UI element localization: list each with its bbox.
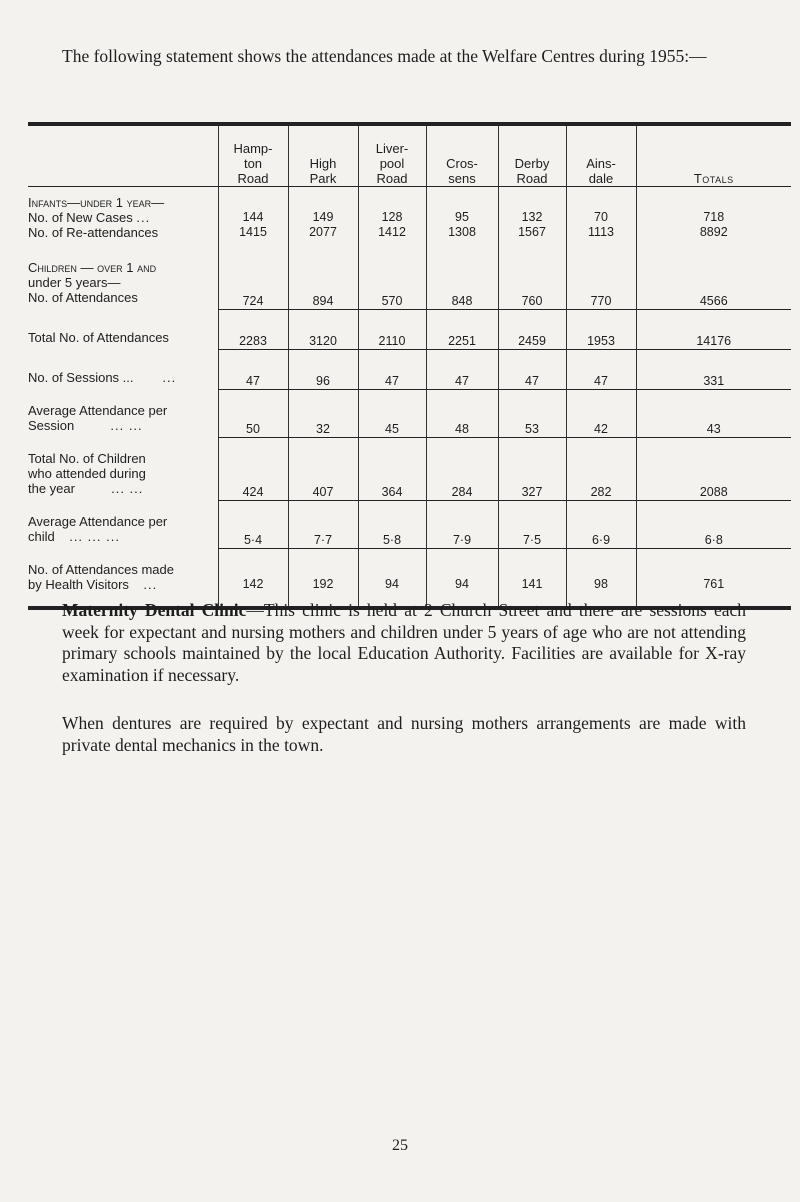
cell: 1567: [498, 225, 566, 240]
cell: 95: [426, 187, 498, 226]
row-label-attendances: Children — over 1 and under 5 years— No. of Attendances: [28, 260, 157, 305]
cell: 1308: [426, 225, 498, 240]
cell: 5·4: [218, 500, 288, 548]
table-row: [28, 389, 791, 437]
cell: 192: [288, 548, 358, 606]
cell: 2459: [498, 309, 566, 349]
cell: 894: [288, 240, 358, 309]
row-label-total-attendances: Total No. of Attendances: [28, 330, 169, 345]
cell: 331: [636, 349, 791, 389]
col-header-liverpool-road: Liver- pool Road: [358, 126, 426, 187]
cell: 94: [426, 548, 498, 606]
cell: 364: [358, 437, 426, 500]
table-row: [28, 548, 791, 606]
cell: 7·9: [426, 500, 498, 548]
col-header-hampton-road: Hamp- ton Road: [218, 126, 288, 187]
col-header-derby-road: Derby Road: [498, 126, 566, 187]
cell: 144: [218, 187, 288, 226]
page-number: 25: [392, 1137, 408, 1154]
cell: 141: [498, 548, 566, 606]
header-blank: [28, 126, 218, 187]
cell: 8892: [636, 225, 791, 240]
maternity-dental-paragraph: [62, 600, 746, 686]
row-label-average-per-session: Average Attendance per Session ... ...: [28, 403, 168, 433]
cell: 718: [636, 187, 791, 226]
table-row: [28, 309, 791, 349]
cell: 282: [566, 437, 636, 500]
cell: 5·8: [358, 500, 426, 548]
cell: 327: [498, 437, 566, 500]
table-row: [28, 500, 791, 548]
cell: 2077: [288, 225, 358, 240]
intro-paragraph: The following statement shows the attendances made at the Welfare Centres during 1955:—: [62, 46, 707, 66]
cell: 407: [288, 437, 358, 500]
cell: 50: [218, 389, 288, 437]
cell: 47: [566, 349, 636, 389]
cell: 47: [498, 349, 566, 389]
cell: 47: [218, 349, 288, 389]
cell: 3120: [288, 309, 358, 349]
cell: 94: [358, 548, 426, 606]
row-label-new-cases: Infants—under 1 year— No. of New Cases ...: [28, 195, 165, 225]
maternity-dental-text: —This clinic is held at 2 Church Street and there are sessions each week for expectant and nursing mothers and children under 5 years of age who are not attending primary schools maintained by the local Education Authority. Facilities are available for X-ray examination if necessary.: [62, 600, 746, 685]
cell: 1412: [358, 225, 426, 240]
cell: 7·7: [288, 500, 358, 548]
cell: 14176: [636, 309, 791, 349]
col-header-crossens: Cros- sens: [426, 126, 498, 187]
cell: 4566: [636, 240, 791, 309]
attendance-table: [28, 122, 791, 610]
cell: 1113: [566, 225, 636, 240]
row-label-health-visitors: No. of Attendances made by Health Visitors ...: [28, 562, 174, 592]
cell: 6·8: [636, 500, 791, 548]
cell: 98: [566, 548, 636, 606]
table-row: [28, 225, 791, 240]
col-header-totals: Totals: [636, 126, 791, 187]
cell: 70: [566, 187, 636, 226]
cell: 1415: [218, 225, 288, 240]
dentures-paragraph: When dentures are required by expectant and nursing mothers arrangements are made with private dental mechanics in the town.: [62, 713, 746, 755]
maternity-dental-heading: Maternity Dental Clinic: [62, 600, 247, 620]
cell: 43: [636, 389, 791, 437]
header-row: [28, 126, 791, 187]
cell: 760: [498, 240, 566, 309]
cell: 2088: [636, 437, 791, 500]
cell: 2251: [426, 309, 498, 349]
cell: 53: [498, 389, 566, 437]
row-label-total-children: Total No. of Children who attended during the year ... ...: [28, 451, 146, 496]
cell: 770: [566, 240, 636, 309]
col-header-high-park: High Park: [288, 126, 358, 187]
cell: 45: [358, 389, 426, 437]
cell: 2283: [218, 309, 288, 349]
row-label-re-attendances: No. of Re-attendances: [28, 225, 159, 240]
cell: 96: [288, 349, 358, 389]
row-label-average-per-child: Average Attendance per child ... ... ...: [28, 514, 168, 544]
cell: 724: [218, 240, 288, 309]
cell: 2110: [358, 309, 426, 349]
cell: 42: [566, 389, 636, 437]
cell: 47: [358, 349, 426, 389]
cell: 32: [288, 389, 358, 437]
cell: 142: [218, 548, 288, 606]
cell: 132: [498, 187, 566, 226]
cell: 128: [358, 187, 426, 226]
cell: 7·5: [498, 500, 566, 548]
table-row: [28, 240, 791, 309]
cell: 848: [426, 240, 498, 309]
table-row: [28, 349, 791, 389]
cell: 424: [218, 437, 288, 500]
row-label-sessions: No. of Sessions ... ...: [28, 370, 177, 385]
table-row: [28, 437, 791, 500]
col-header-ainsdale: Ains- dale: [566, 126, 636, 187]
cell: 1953: [566, 309, 636, 349]
cell: 570: [358, 240, 426, 309]
cell: 284: [426, 437, 498, 500]
cell: 48: [426, 389, 498, 437]
cell: 149: [288, 187, 358, 226]
table-row: [28, 187, 791, 226]
cell: 6·9: [566, 500, 636, 548]
cell: 761: [636, 548, 791, 606]
cell: 47: [426, 349, 498, 389]
